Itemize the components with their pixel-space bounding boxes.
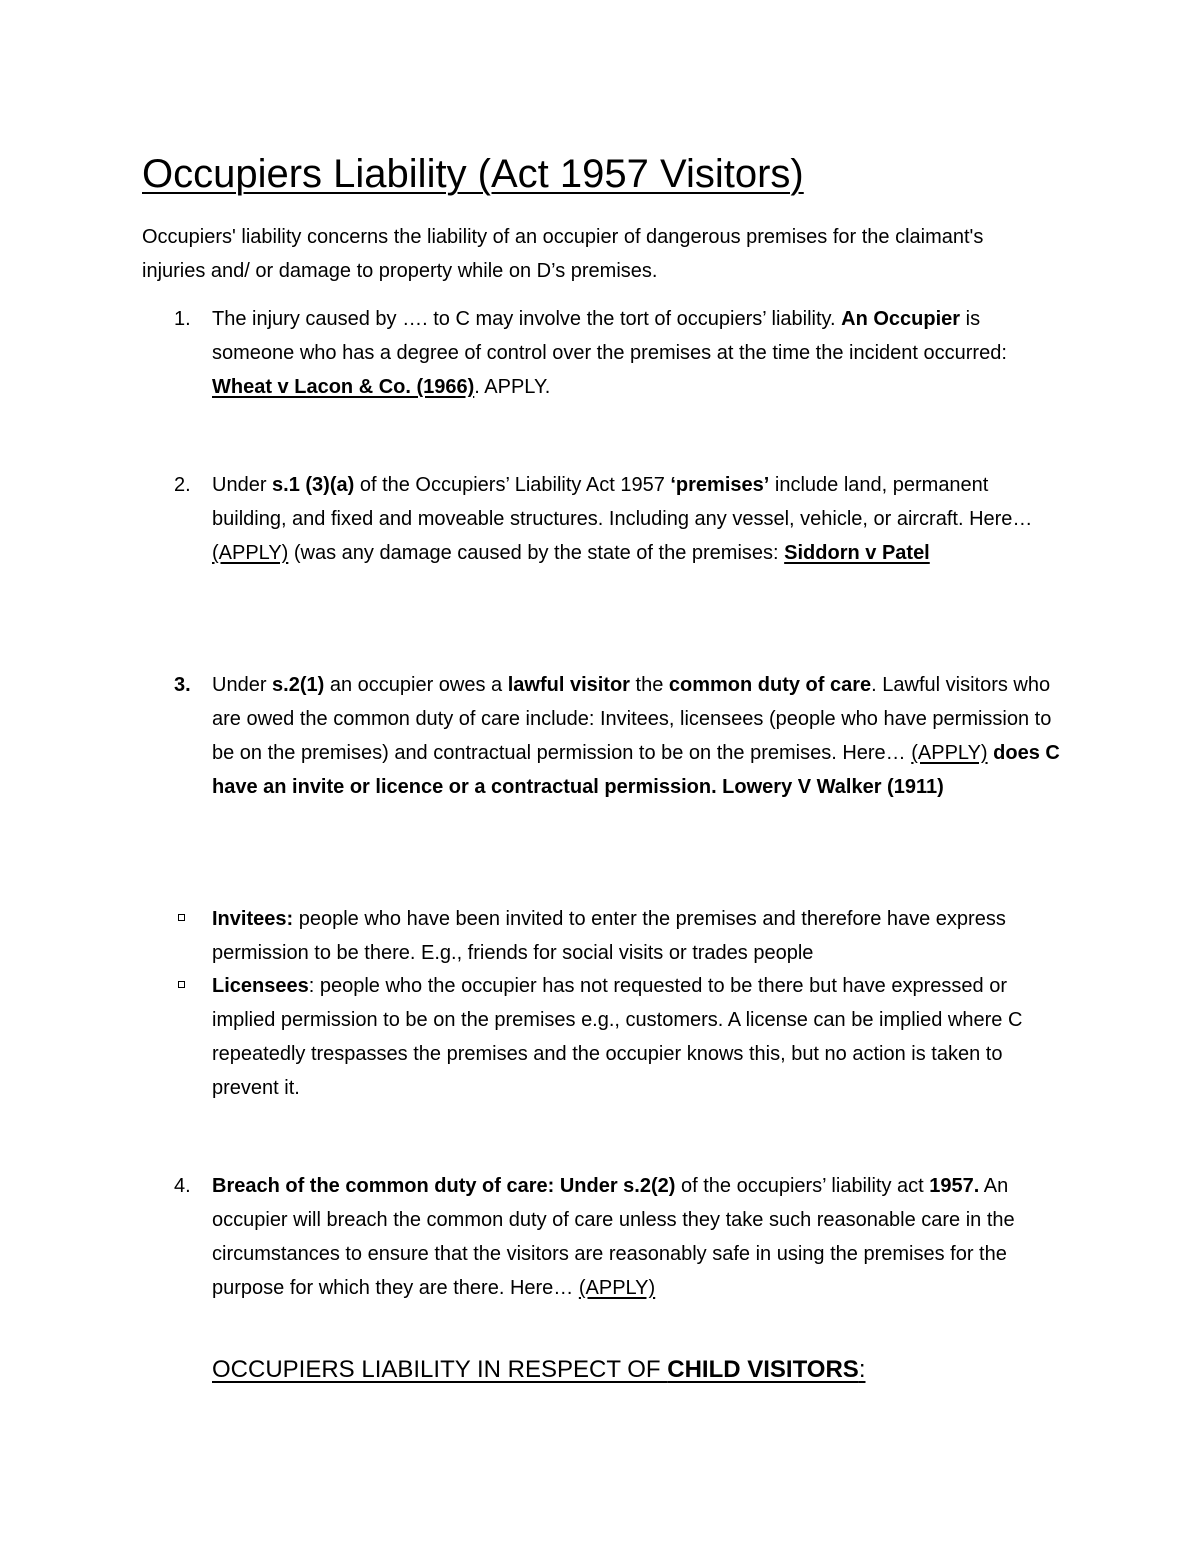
child-visitors-heading	[212, 1352, 865, 1388]
list-marker: 2.	[174, 474, 191, 496]
text-run: . Lawful visitors who are owed the common duty of care include: Invitees, licensees (people who have permission to be on the premises) and contractual permission to be on the premises. Here…	[212, 674, 1052, 764]
square-bullet-icon	[178, 914, 185, 921]
text-run: : people who the occupier has not requested to be there but have expressed or implied permission to be on the premises e.g., customers. A license can be implied where C repeatedly trespasses the premises and the occupier knows this, but no action is taken to prevent it.	[212, 975, 1023, 1099]
text-run: people who have been invited to enter the premises and therefore have express permission to be there. E.g., friends for social visits or trades people	[212, 908, 1006, 964]
text-run: is someone who has a degree of control over the premises at the time the incident occurred:	[212, 308, 1007, 364]
square-bullet-icon	[178, 981, 185, 988]
list-item-4	[142, 1169, 1062, 1305]
text-run: Under	[212, 674, 273, 696]
bold-term: does C have an invite or licence or a contractual permission. Lowery V Walker (1911)	[212, 742, 1060, 798]
text-run: include land, permanent building, and fixed and moveable structures. Including any vessel, vehicle, or aircraft. Here…	[212, 474, 1033, 530]
bold-term: common duty of care	[668, 674, 872, 696]
list-item-3	[142, 668, 1062, 804]
text-run: . APPLY.	[474, 376, 551, 398]
apply-marker: (APPLY)	[911, 742, 988, 764]
bullet-item-invitees	[142, 902, 1062, 970]
list-item-text	[212, 468, 1062, 570]
list-item-text	[212, 302, 1062, 404]
apply-marker: (APPLY)	[578, 1277, 656, 1299]
list-marker: 3.	[174, 674, 191, 696]
case-citation: Wheat v Lacon & Co. (1966)	[212, 376, 475, 398]
text-run: of the occupiers’ liability act	[675, 1175, 930, 1197]
text-run: the	[629, 674, 669, 696]
document-title: Occupiers Liability (Act 1957 Visitors)	[142, 152, 804, 196]
text-run: of the Occupiers’ Liability Act 1957	[354, 474, 671, 496]
bold-term: CHILD VISITORS	[667, 1356, 859, 1383]
bold-term: An Occupier	[841, 308, 961, 330]
bold-term: Breach of the common duty of care: Under s.2(2)	[212, 1175, 676, 1197]
text-run: An occupier will breach the common duty of care unless they take such reasonable care in the circumstances to ensure that the visitors are reasonably safe in using the premises for the purpose for which they are there. Here…	[212, 1175, 1015, 1299]
list-item-2	[142, 468, 1062, 570]
case-citation: Siddorn v Patel	[784, 542, 930, 564]
bold-term: Licensees	[212, 975, 309, 997]
text-run: The injury caused by …. to C may involve the tort of occupiers’ liability.	[212, 308, 842, 330]
bold-term: s.1 (3)(a)	[272, 474, 355, 496]
bold-term: lawful visitor	[507, 674, 630, 696]
list-item-text	[212, 668, 1062, 804]
bold-term: 1957.	[929, 1175, 980, 1197]
list-item-text	[212, 1169, 1062, 1305]
bold-term: Invitees:	[212, 908, 294, 930]
apply-marker: (APPLY)	[212, 542, 289, 564]
bold-term: s.2(1)	[272, 674, 325, 696]
intro-paragraph: Occupiers' liability concerns the liability of an occupier of dangerous premises for the claimant's injuries and/ or damage to property while on D’s premises.	[142, 226, 984, 282]
text-run: :	[858, 1356, 866, 1383]
text-run: (was any damage caused by the state of the premises:	[288, 542, 785, 564]
bullet-item-licensees	[142, 969, 1062, 1105]
bullet-item-text	[212, 969, 1062, 1105]
list-item-1	[142, 302, 1062, 404]
list-marker: 1.	[174, 308, 191, 330]
text-run: Under	[212, 474, 273, 496]
text-run: OCCUPIERS LIABILITY IN RESPECT OF	[212, 1356, 668, 1383]
bullet-item-text	[212, 902, 1062, 970]
bold-term: ‘premises’	[670, 474, 770, 496]
list-marker: 4.	[174, 1175, 191, 1197]
text-run: an occupier owes a	[324, 674, 508, 696]
